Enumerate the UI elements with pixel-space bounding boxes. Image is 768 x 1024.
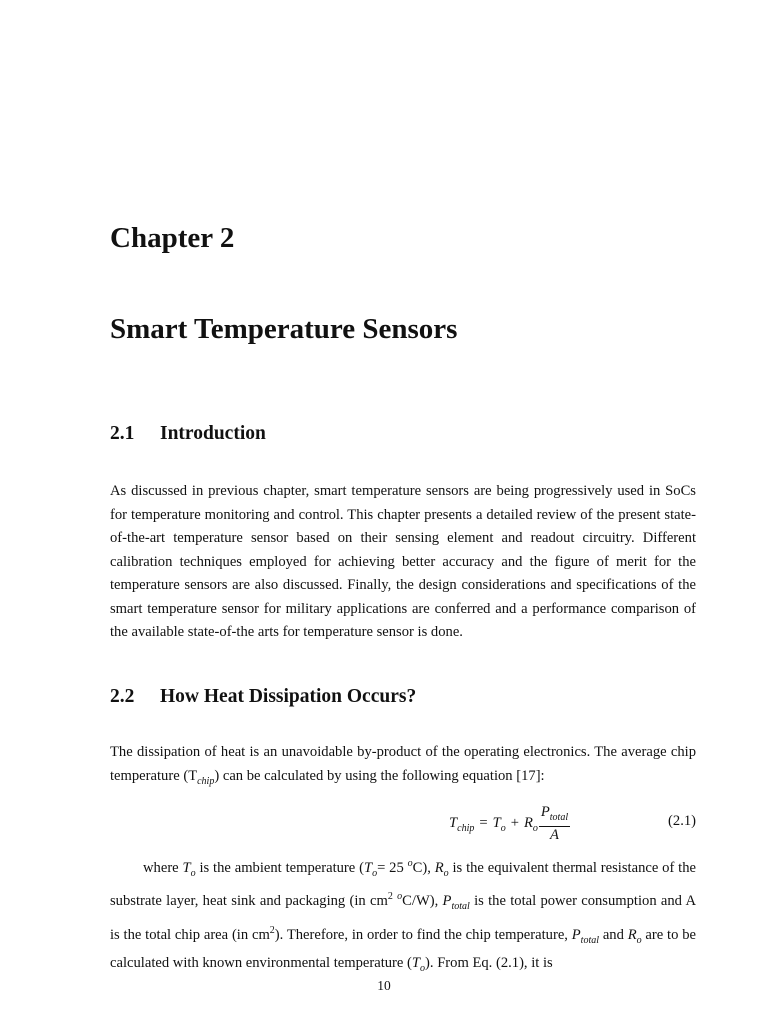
section-number: 2.1 — [110, 423, 135, 444]
eq-equals: = — [479, 815, 488, 832]
where-paragraph: where $T_o$ is the ambient temperature ($T_o= 25$ $^o$C), $R_o$ is the equivalent thermal resistance of the substrate layer, heat sink and packaging (in $cm^2$ $^o$C/W), $P_{total}$ is the total power consumption and A is the total chip area (in $cm^2$). Therefore, in order to find the chip temperature, $P_{total}$ and $R_o$ are to be calculated with known environmental temperature $(T_o)$. From Eq. (2.1), it is — [110, 858, 696, 974]
equation-2-1 — [110, 800, 696, 842]
eq-numerator: $P_{total}$ — [539, 804, 570, 827]
eq-lhs: $T_{chip}$ — [449, 814, 475, 834]
paragraph-text: The dissipation of heat is an unavoidable by-product of the operating electronics. The average chip temperature (T — [110, 744, 696, 784]
subscript: chip — [197, 775, 215, 787]
section-title: How Heat Dissipation Occurs? — [160, 686, 417, 707]
eq-ambient-temp: $T_o$ — [492, 814, 506, 834]
eq-thermal-resistance: $R_o$ — [523, 814, 538, 834]
section-title: Introduction — [160, 423, 266, 444]
chapter-label: Chapter 2 — [110, 222, 235, 254]
section-number: 2.2 — [110, 686, 135, 707]
chapter-title: Smart Temperature Sensors — [110, 313, 458, 345]
equation-body — [449, 804, 570, 844]
heat-dissipation-paragraph — [110, 741, 696, 793]
page-number: 10 — [377, 978, 391, 993]
equation-number: (2.1) — [668, 813, 696, 829]
eq-denominator: A — [550, 826, 559, 843]
section-heading-introduction — [110, 423, 266, 445]
eq-plus: + — [510, 815, 519, 832]
intro-paragraph: As discussed in previous chapter, smart temperature sensors are being progressively used in SoCs for temperature monitoring and control. This chapter presents a detailed review of the present state-of-the-art temperature sensor based on their sensing element and readout circuitry. Different calibration techniques employed for achieving better accuracy and the figure of merit for the temperature sensors are also discussed. Finally, the design considerations and specifications of the smart temperature sensor for military applications are conferred and a performance comparison of the available state-of-the arts for temperature sensor is done. — [110, 483, 696, 640]
section-heading-heat-dissipation — [110, 686, 416, 708]
eq-fraction — [539, 804, 570, 844]
paragraph-text: ) can be calculated by using the following equation [17]: — [214, 767, 545, 784]
